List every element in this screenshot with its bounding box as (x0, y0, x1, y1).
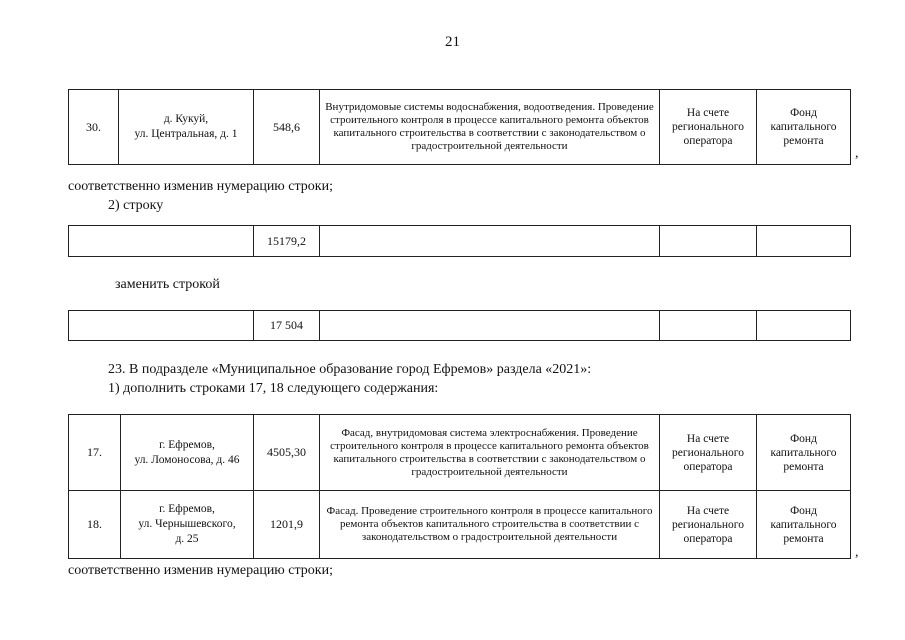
row-number: 30. (69, 90, 119, 165)
paragraph-add-rows: 1) дополнить строками 17, 18 следующего содержания: (108, 381, 439, 396)
operator-cell: На счете регионального оператора (660, 491, 757, 559)
fund-cell: Фонд капитального ремонта (757, 415, 851, 491)
empty-cell (69, 226, 254, 257)
amount-cell: 4505,30 (254, 415, 320, 491)
empty-cell (660, 311, 757, 341)
amount-cell: 1201,9 (254, 491, 320, 559)
address-cell: г. Ефремов, ул. Чернышевского, д. 25 (121, 491, 254, 559)
paragraph-line-item: 2) строку (108, 198, 164, 213)
paragraph-replace: заменить строкой (115, 277, 220, 292)
comma-mark: , (855, 146, 859, 161)
amount-cell: 548,6 (254, 90, 320, 165)
table-row (69, 311, 851, 341)
address-cell: г. Ефремов, ул. Ломоносова, д. 46 (121, 415, 254, 491)
table-row (69, 415, 851, 491)
comma-mark: , (855, 545, 859, 560)
row-number: 17. (69, 415, 121, 491)
table-row (69, 90, 851, 165)
paragraph-renumber-1: соответственно изменив нумерацию строки; (68, 179, 333, 194)
fund-cell: Фонд капитального ремонта (757, 90, 851, 165)
empty-cell (757, 311, 851, 341)
amount-cell: 17 504 (254, 311, 320, 341)
table-old-row (68, 225, 851, 257)
table-rows-17-18 (68, 414, 851, 559)
table-row (69, 491, 851, 559)
table-row (69, 226, 851, 257)
operator-cell: На счете регионального оператора (660, 90, 757, 165)
description-cell: Внутридомовые системы водоснабжения, водоотведения. Проведение строительного контроля в процессе капитального ремонта объектов капитального строительства в соответствии с законодательством о градостроительной деятельности (320, 90, 660, 165)
empty-cell (69, 311, 254, 341)
empty-cell (320, 226, 660, 257)
fund-cell: Фонд капитального ремонта (757, 491, 851, 559)
table-new-row (68, 310, 851, 341)
empty-cell (660, 226, 757, 257)
operator-cell: На счете регионального оператора (660, 415, 757, 491)
paragraph-renumber-2: соответственно изменив нумерацию строки; (68, 563, 333, 578)
page-number: 21 (445, 34, 460, 50)
empty-cell (320, 311, 660, 341)
row-number: 18. (69, 491, 121, 559)
table-row-30 (68, 89, 851, 165)
description-cell: Фасад. Проведение строительного контроля в процессе капитального ремонта объектов капитального строительства в соответствии с законодательством о градостроительной деятельности (320, 491, 660, 559)
address-cell: д. Кукуй, ул. Центральная, д. 1 (119, 90, 254, 165)
amount-cell: 15179,2 (254, 226, 320, 257)
empty-cell (757, 226, 851, 257)
paragraph-section-23: 23. В подразделе «Муниципальное образование город Ефремов» раздела «2021»: (108, 362, 592, 377)
description-cell: Фасад, внутридомовая система электроснабжения. Проведение строительного контроля в процессе капитального ремонта объектов капитального строительства в соответствии с законодательством о градостроительной деятельности (320, 415, 660, 491)
